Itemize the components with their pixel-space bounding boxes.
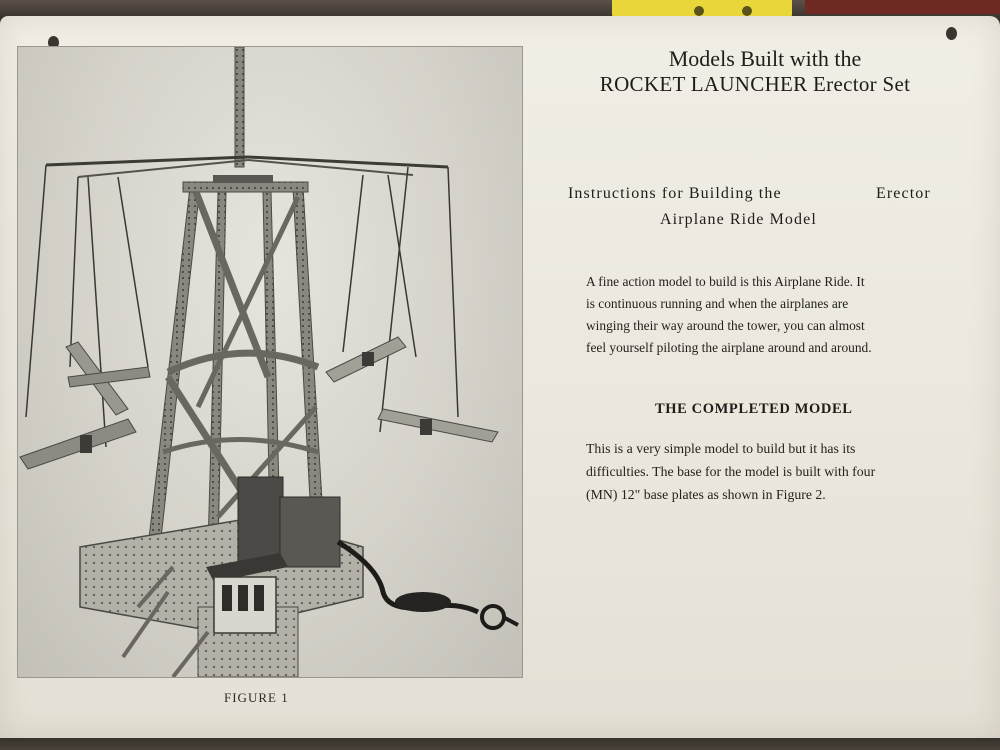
- intro-line: feel yourself piloting the airplane around and around.: [586, 340, 872, 355]
- section-line: This is a very simple model to build but it has its: [586, 441, 856, 456]
- intro-line: winging their way around the tower, you can almost: [586, 318, 865, 333]
- intro-paragraph: [586, 271, 936, 359]
- instructions-heading-line-1: Instructions for Building the: [568, 185, 782, 202]
- intro-line: A fine action model to build is this Airplane Ride. It: [586, 274, 865, 289]
- red-object: [805, 0, 1000, 14]
- section-paragraph: [586, 437, 936, 506]
- page-title-line-1: Models Built with the: [668, 46, 862, 71]
- figure-1-photo: [18, 47, 522, 677]
- section-line: (MN) 12" base plates as shown in Figure 2.: [586, 487, 826, 502]
- figure-caption: FIGURE 1: [224, 690, 289, 705]
- instructions-heading-line-2: Airplane Ride Model: [660, 211, 817, 228]
- instructions-heading-erector: Erector: [876, 185, 931, 202]
- section-line: difficulties. The base for the model is built with four: [586, 464, 876, 479]
- punch-hole-right: [946, 27, 957, 40]
- page-title-line-2: ROCKET LAUNCHER Erector Set: [599, 72, 911, 96]
- section-heading: THE COMPLETED MODEL: [655, 401, 853, 417]
- airplane-ride-model-illustration: [18, 47, 522, 677]
- intro-line: is continuous running and when the airplanes are: [586, 296, 849, 311]
